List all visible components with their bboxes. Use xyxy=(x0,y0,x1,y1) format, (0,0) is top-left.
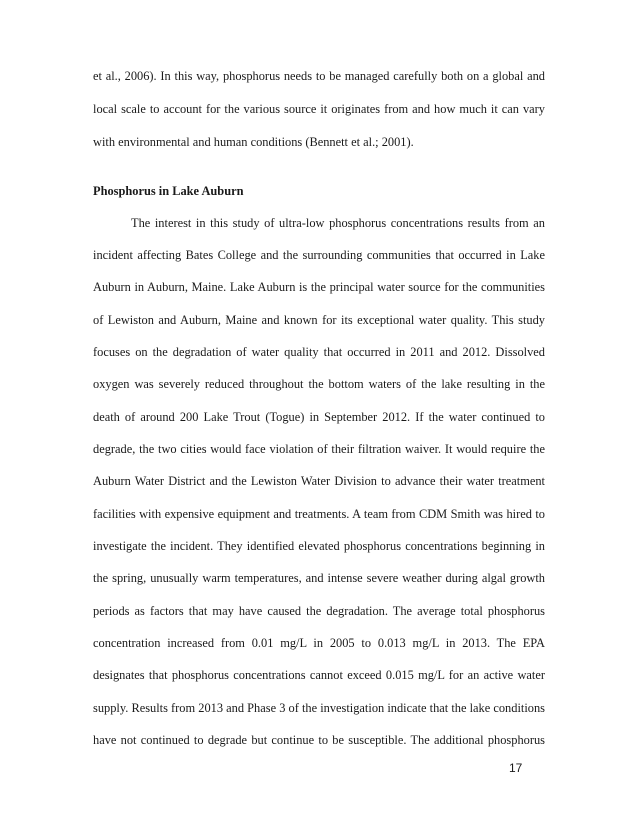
paragraph-line: periods as factors that may have caused the degradation. The average total phosphorus xyxy=(93,604,545,618)
paragraph-line: et al., 2006). In this way, phosphorus needs to be managed carefully both on a global and xyxy=(93,69,545,83)
paragraph-line: of Lewiston and Auburn, Maine and known for its exceptional water quality. This study xyxy=(93,313,545,327)
paragraph-line: death of around 200 Lake Trout (Togue) in September 2012. If the water continued to xyxy=(93,410,545,424)
paragraph-line: degrade, the two cities would face violation of their filtration waiver. It would require the xyxy=(93,442,545,456)
paragraph-line: Auburn Water District and the Lewiston Water Division to advance their water treatment xyxy=(93,474,545,488)
paragraph-line: with environmental and human conditions (Bennett et al.; 2001). xyxy=(93,135,414,149)
paragraph-line: the spring, unusually warm temperatures, and intense severe weather during algal growth xyxy=(93,571,545,585)
paragraph-line: incident affecting Bates College and the surrounding communities that occurred in Lake xyxy=(93,248,545,262)
section-heading: Phosphorus in Lake Auburn xyxy=(93,184,244,198)
paragraph-line: investigate the incident. They identified elevated phosphorus concentrations beginning in xyxy=(93,539,545,553)
paragraph-line: local scale to account for the various source it originates from and how much it can vary xyxy=(93,102,545,116)
paragraph-line: The interest in this study of ultra-low phosphorus concentrations results from an xyxy=(131,216,545,230)
paragraph-line: oxygen was severely reduced throughout the bottom waters of the lake resulting in the xyxy=(93,377,545,391)
paragraph-line: Auburn in Auburn, Maine. Lake Auburn is the principal water source for the communities xyxy=(93,280,545,294)
paragraph-line: have not continued to degrade but continue to be susceptible. The additional phosphorus xyxy=(93,733,545,747)
paragraph-line: concentration increased from 0.01 mg/L in 2005 to 0.013 mg/L in 2013. The EPA xyxy=(93,636,545,650)
page-number: 17 xyxy=(509,761,523,775)
paragraph-line: supply. Results from 2013 and Phase 3 of the investigation indicate that the lake conditions xyxy=(93,701,545,715)
paragraph-line: focuses on the degradation of water quality that occurred in 2011 and 2012. Dissolved xyxy=(93,345,545,359)
paragraph-line: facilities with expensive equipment and treatments. A team from CDM Smith was hired to xyxy=(93,507,545,521)
paragraph-line: designates that phosphorus concentrations cannot exceed 0.015 mg/L for an active water xyxy=(93,668,545,682)
